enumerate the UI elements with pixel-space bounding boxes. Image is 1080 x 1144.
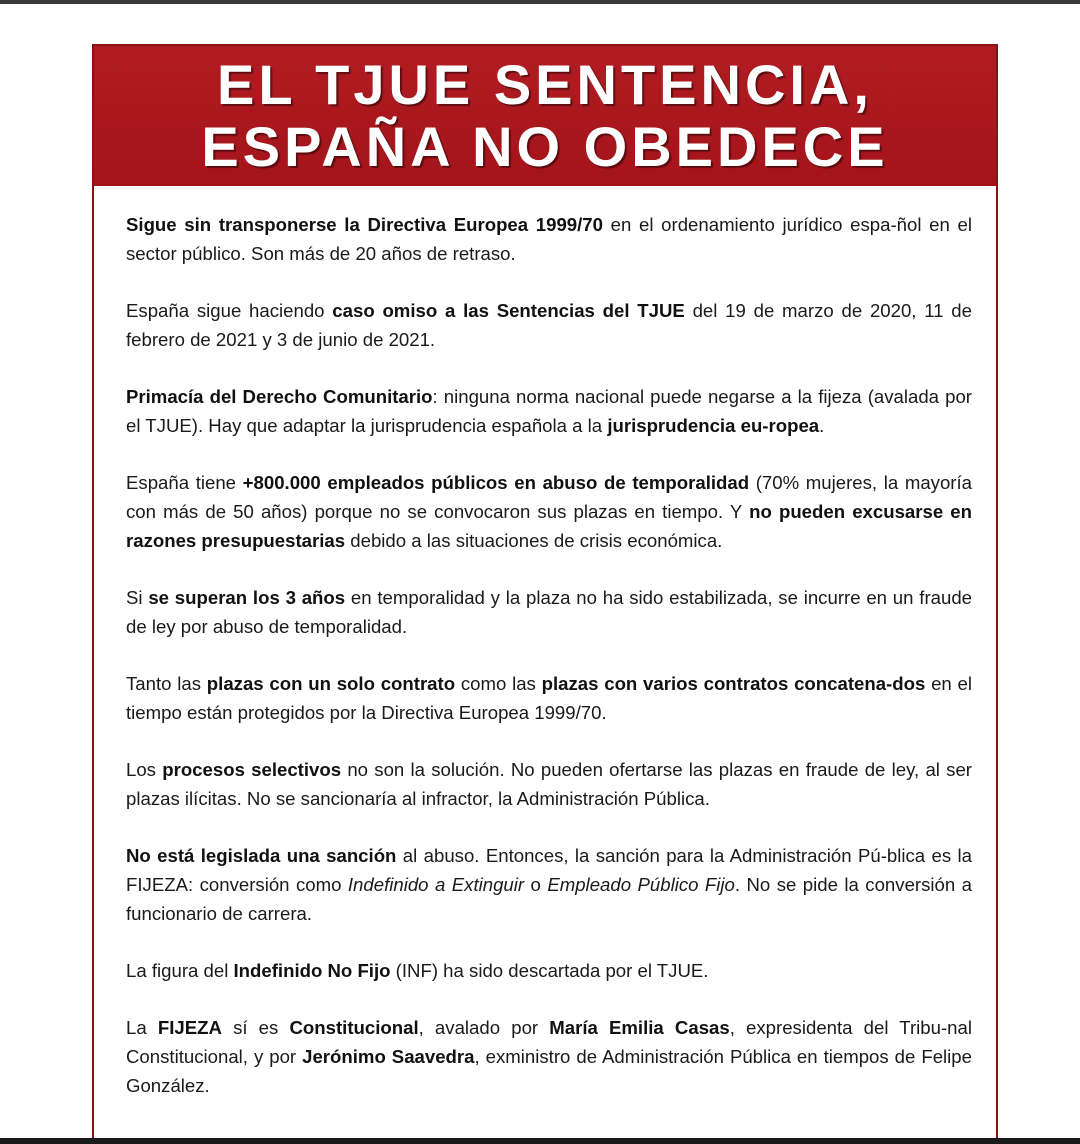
document-frame [92, 44, 998, 1144]
text: en el ordenamiento jurídico espa-ñol en el sector público. Son más de 20 años de retraso. [126, 214, 972, 264]
bold-text: +800.000 empleados públicos en abuso de temporalidad [242, 472, 750, 493]
paragraph-constitutional [126, 1013, 972, 1100]
paragraph-contracts [126, 669, 972, 727]
bold-text: Sigue sin transponerse la Directiva Europea 1999/70 [126, 214, 603, 235]
top-edge-divider [0, 0, 1080, 4]
text: . [819, 415, 825, 436]
text: sí es [221, 1017, 290, 1038]
bottom-edge-divider [0, 1138, 1080, 1144]
paragraph-sentences [126, 296, 972, 354]
bold-text: plazas con varios contratos concatena-dos [541, 673, 926, 694]
text: como las [455, 673, 542, 694]
text: en el tiempo están protegidos por la Directiva Europea 1999/70. [126, 673, 972, 723]
text: Los [126, 759, 163, 780]
text: al abuso. Entonces, la sanción para la Administración Pú-blica es la FIJEZA: conversión como [126, 845, 972, 895]
text: Tanto las [126, 673, 207, 694]
headline-banner [94, 46, 996, 186]
text: , avalado por [418, 1017, 550, 1038]
text: del 19 de marzo de 2020, 11 de febrero de 2021 y 3 de junio de 2021. [126, 300, 972, 350]
bold-text: FIJEZA [157, 1017, 222, 1038]
italic-text: Empleado Público Fijo [547, 874, 735, 895]
text: (INF) ha sido descartada por el TJUE. [390, 960, 709, 981]
text: España sigue haciendo [126, 300, 333, 321]
text: Si [126, 587, 149, 608]
bold-text: procesos selectivos [162, 759, 342, 780]
text: en temporalidad y la plaza no ha sido estabilizada, se incurre en un fraude de ley por abuso de temporalidad. [126, 587, 973, 637]
text: , exministro de Administración Pública en tiempos de Felipe González. [126, 1046, 972, 1096]
italic-text: Indefinido a Extinguir [347, 874, 525, 895]
bold-text: Indefinido No Fijo [233, 960, 391, 981]
text: , expresidenta del Tribu-nal Constitucional, y por [126, 1017, 972, 1067]
paragraph-selective-processes [126, 755, 972, 813]
article-body [126, 210, 972, 1128]
paragraph-sanction [126, 841, 972, 928]
bold-text: jurisprudencia eu-ropea [607, 415, 820, 436]
text: . No se pide la conversión a funcionario de carrera. [126, 874, 973, 924]
bold-text: no pueden excusarse en razones presupuestarias [126, 501, 973, 551]
paragraph-employees [126, 468, 972, 555]
text: debido a las situaciones de crisis económica. [345, 530, 723, 551]
paragraph-primacy [126, 382, 972, 440]
text: España tiene [126, 472, 243, 493]
bold-text: No está legislada una sanción [126, 845, 397, 866]
headline-line-1: EL TJUE SENTENCIA, [217, 53, 873, 116]
headline-line-2: ESPAÑA NO OBEDECE [201, 115, 889, 178]
paragraph-directive [126, 210, 972, 268]
bold-text: caso omiso a las Sentencias del TJUE [332, 300, 685, 321]
text: La [126, 1017, 158, 1038]
bold-text: plazas con un solo contrato [206, 673, 456, 694]
paragraph-inf [126, 956, 972, 985]
bold-text: Jerónimo Saavedra [302, 1046, 475, 1067]
text: o [524, 874, 548, 895]
text: (70% mujeres, la mayoría con más de 50 años) porque no se convocaron sus plazas en tiempo. Y [126, 472, 972, 522]
bold-text: Constitucional [289, 1017, 419, 1038]
bold-text: María Emilia Casas [549, 1017, 730, 1038]
text: La figura del [126, 960, 234, 981]
bold-text: Primacía del Derecho Comunitario [126, 386, 433, 407]
bold-text: se superan los 3 años [148, 587, 346, 608]
text: : ninguna norma nacional puede negarse a la fijeza (avalada por el TJUE). Hay que adaptar la jurisprudencia española a la [126, 386, 972, 436]
text: no son la solución. No pueden ofertarse las plazas en fraude de ley, al ser plazas ilícitas. No se sancionaría al infractor, la Administración Pública. [126, 759, 972, 809]
paragraph-three-years [126, 583, 972, 641]
